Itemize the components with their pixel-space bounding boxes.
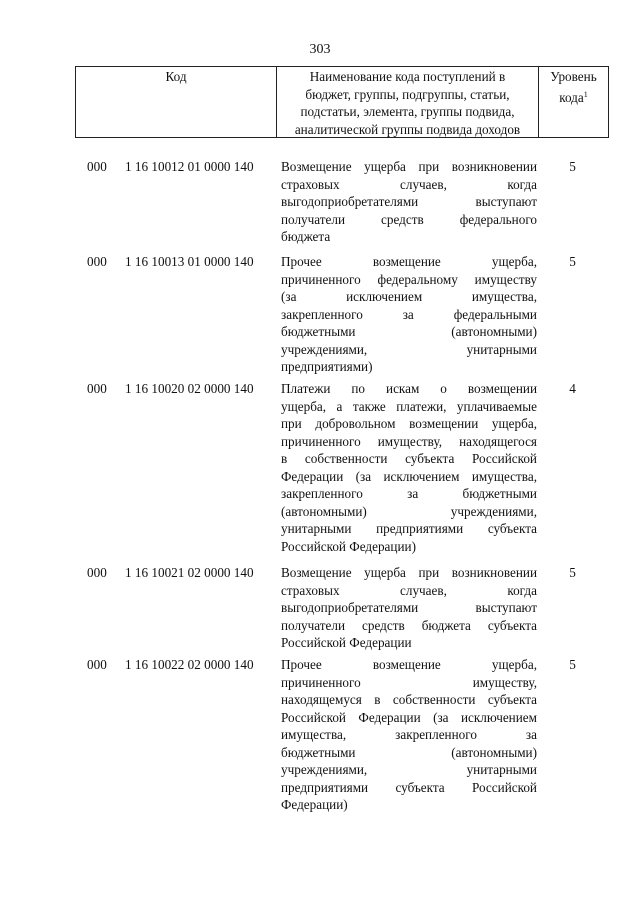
page-number: 303: [309, 42, 331, 57]
header-level: [539, 67, 608, 137]
code-name-line: ущерба, а также платежи, уплачиваемые: [281, 398, 537, 414]
admin-code: 000: [87, 381, 107, 396]
admin-code: 000: [87, 254, 107, 269]
code-name-line: причиненного имуществу, находящегося: [281, 433, 537, 449]
budget-code: 1 16 10013 01 0000 140: [125, 254, 254, 269]
code-name-line: Возмещение ущерба при возникновении: [281, 565, 537, 580]
code-level: 5: [569, 254, 576, 269]
budget-code: 1 16 10022 02 0000 140: [125, 657, 254, 672]
header-code: [76, 67, 277, 137]
admin-code: 000: [87, 565, 107, 580]
code-name-line: предприятиями): [281, 359, 373, 374]
code-name: [281, 656, 537, 814]
budget-code: 1 16 10012 01 0000 140: [125, 159, 254, 174]
table-row: [75, 656, 609, 814]
code-name-line: Прочее возмещение ущерба,: [281, 657, 537, 672]
code-name-line: (за исключением имущества,: [281, 289, 537, 304]
code-name-line: Российской Федерации: [281, 635, 412, 650]
code-name-line: имущества, закрепленного за: [281, 727, 537, 742]
budget-code: 1 16 10021 02 0000 140: [125, 565, 254, 580]
code-name-line: причиненного имуществу,: [281, 674, 537, 690]
code-name-line: закрепленного за федеральными: [281, 306, 537, 322]
code-name-line: унитарными предприятиями субъекта: [281, 521, 537, 536]
header-level-line2: кода: [559, 89, 584, 105]
code-name-line: в собственности субъекта Российской: [281, 451, 537, 466]
code-name-line: при добровольном возмещении ущерба,: [281, 416, 537, 431]
code-level: 5: [569, 565, 576, 580]
code-name-line: Российской Федерации): [281, 538, 416, 554]
code-name: [281, 564, 537, 652]
header-name-line: Наименование кода поступлений в: [309, 69, 506, 84]
code-name-line: учреждениями, унитарными: [281, 341, 537, 357]
code-name-line: причиненного федеральному имуществу: [281, 271, 537, 287]
header-name: [277, 67, 539, 137]
code-name: [281, 158, 537, 246]
code-name-line: выгодоприобретателями выступают: [281, 600, 537, 615]
table-row: [75, 380, 609, 555]
code-name-line: Платежи по искам о возмещении: [281, 381, 537, 396]
code-name-line: учреждениями, унитарными: [281, 762, 537, 777]
header-name-line: бюджет, группы, подгруппы, статьи,: [305, 86, 510, 102]
code-level: 5: [569, 159, 576, 174]
header-level-line1: Уровень: [550, 69, 597, 84]
code-level: 4: [569, 381, 576, 396]
code-name-line: получатели средств бюджета субъекта: [281, 617, 537, 633]
code-name-line: бюджета: [281, 229, 331, 244]
code-name-line: Прочее возмещение ущерба,: [281, 254, 537, 269]
code-name-line: Российской Федерации (за исключением: [281, 709, 537, 725]
code-name-line: закрепленного за бюджетными: [281, 486, 537, 501]
table-header: [75, 66, 609, 138]
code-name-line: предприятиями субъекта Российской: [281, 779, 537, 795]
code-name-line: бюджетными (автономными): [281, 744, 537, 760]
table-row: [75, 158, 609, 246]
code-name-line: находящемуся в собственности субъекта: [281, 692, 537, 707]
table-row: [75, 253, 609, 376]
code-name-line: получатели средств федерального: [281, 211, 537, 227]
header-name-line: аналитической группы подвида доходов: [294, 121, 521, 137]
code-name-line: Федерации (за исключением имущества,: [281, 468, 537, 484]
code-name-line: Федерации): [281, 797, 348, 812]
code-name: [281, 380, 537, 555]
code-name-line: страховых случаев, когда: [281, 582, 537, 598]
admin-code: 000: [87, 657, 107, 672]
code-name-line: (автономными) учреждениями,: [281, 503, 537, 519]
budget-code: 1 16 10020 02 0000 140: [125, 381, 254, 396]
code-level: 5: [569, 657, 576, 672]
admin-code: 000: [87, 159, 107, 174]
code-name: [281, 253, 537, 376]
code-name-line: страховых случаев, когда: [281, 176, 537, 192]
code-name-line: бюджетными (автономными): [281, 324, 537, 339]
table-row: [75, 564, 609, 652]
footnote-marker: 1: [583, 89, 588, 99]
header-code-label: Код: [165, 69, 187, 84]
code-name-line: Возмещение ущерба при возникновении: [281, 159, 537, 174]
header-name-line: подстатьи, элемента, группы подвида,: [300, 104, 515, 119]
code-name-line: выгодоприобретателями выступают: [281, 194, 537, 209]
